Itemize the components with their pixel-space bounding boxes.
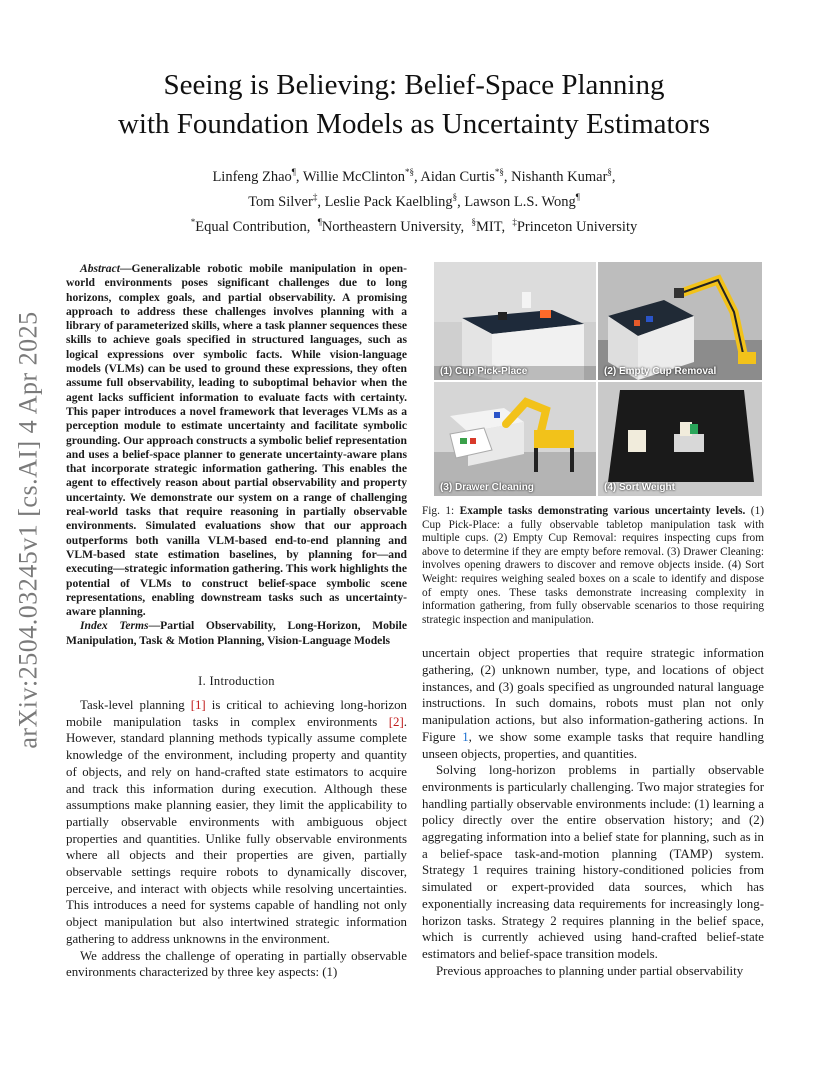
author-mark: ¶ xyxy=(291,167,296,177)
left-column xyxy=(66,262,407,981)
caption-text: (1) Cup Pick-Place: a fully observable tabletop manipulation task with multiple cups. (2) Empty Cup Removal: requires inspecting cups from above to determine if they are empty before removal. (3) Drawer Cleaning: involves opening drawers to discover and remove objects inside. (4) Sort Weight: requires weighing sealed boxes on a scale to identify and dispose of empty ones. These tasks demonstrate increasing complexity in information gathering, from fully observable scenarios to those requiring strategic inspection and manipulation. xyxy=(422,505,764,626)
right-column xyxy=(422,262,764,979)
citation-link[interactable]: [1] xyxy=(190,698,206,713)
text-run: uncertain object properties that require strategic information gathering, (2) unknown number, type, and locations of object instances, and (3) goals specified as ungrounded natural language instructions. In such domains, robots must plan not only manipulation actions, but also information-gathering actions. In Figure xyxy=(422,646,764,744)
section-heading: I. Introduction xyxy=(198,674,275,689)
figure-panel-cup-pick-place xyxy=(434,262,596,380)
affiliation: Princeton University xyxy=(516,218,638,235)
paper-title xyxy=(60,66,768,144)
paragraph: Previous approaches to planning under partial observability xyxy=(436,963,744,978)
caption-title: Example tasks demonstrating various uncertainty levels. xyxy=(459,505,746,517)
author-mark: *§ xyxy=(494,167,504,177)
text-run: is critical to achieving long-horizon mobile manipulation tasks in complex environments xyxy=(66,698,407,729)
author-mark: ¶ xyxy=(575,191,580,202)
author-mark: § xyxy=(452,191,458,202)
abstract-lead: Abstract xyxy=(80,262,120,275)
figure-panel-drawer-cleaning xyxy=(434,382,596,496)
author-name: Linfeng Zhao xyxy=(212,168,292,185)
index-terms-text: —Partial Observability, Long-Horizon, Mobile Manipulation, Task & Motion Planning, Vision-Language Models xyxy=(66,619,407,647)
text-run: . However, standard planning methods typically assume complete knowledge of the environment, including property and quantity of objects, and rely on hand-crafted state estimators to acquire and track this information during execution. Although these assumptions make planning easier, they limit the applicability to partially observable environments with ambiguous object properties and quantities. Unlike fully observable environments where all objects and their properties are given, partially observable settings require robots to dynamically discover, perceive, and interact with objects while resolving uncertainties. This introduces a need for systems capable of handling not only object manipulation but also intertwined strategic information gathering to address unknowns in the environment. xyxy=(66,714,407,946)
figure-panel-sort-weight xyxy=(598,382,762,496)
affiliation-mark: § xyxy=(471,216,476,227)
author-name: Tom Silver xyxy=(248,193,313,210)
affiliation-mark: ¶ xyxy=(317,216,322,227)
author-line-1 xyxy=(100,162,728,187)
affiliation-mark: ‡ xyxy=(512,216,517,227)
paragraph xyxy=(422,645,764,762)
author-name: , Nishanth Kumar xyxy=(503,168,608,185)
author-name: , Leslie Pack Kaelbling xyxy=(317,193,453,210)
author-name: , Willie McClinton xyxy=(295,168,405,185)
empty-cup-removal-image xyxy=(598,262,762,380)
paragraph: We address the challenge of operating in partially observable environments characterized by three key aspects: (1) xyxy=(66,948,407,980)
panel-label: (3) Drawer Cleaning xyxy=(440,482,534,493)
text-run: , we show some example tasks that require handling unseen objects, properties, and quantities. xyxy=(422,729,764,761)
abstract xyxy=(66,262,407,619)
arxiv-stamp xyxy=(2,300,56,760)
author-mark: ‡ xyxy=(312,191,318,202)
author-block xyxy=(100,162,728,236)
affiliation: Equal Contribution, xyxy=(195,218,311,235)
author-name: , Lawson L.S. Wong xyxy=(457,193,576,210)
affiliation-mark: * xyxy=(190,216,196,227)
title-line-2: with Foundation Models as Uncertainty Estimators xyxy=(117,108,710,140)
index-terms-lead: Index Terms xyxy=(80,619,149,633)
text-run: Task-level planning xyxy=(80,698,191,713)
caption-lead: Fig. 1: xyxy=(422,505,460,517)
author-line-2 xyxy=(100,187,728,212)
figure-panel-empty-cup-removal xyxy=(598,262,762,380)
affiliations xyxy=(100,212,728,237)
panel-label: (1) Cup Pick-Place xyxy=(440,366,528,377)
abstract-text: —Generalizable robotic mobile manipulation in open-world environments poses significant challenges due to long horizons, complex goals, and partial observability. A promising approach to address these challenges involves planning with a library of parameterized skills, where a task planner sequences these skills to achieve goals specified in structured languages, such as logical expressions over symbolic facts. While vision-language models (VLMs) can be used to ground these expressions, they often assume full observability, leading to suboptimal behavior when the agent lacks sufficient information to evaluate facts with certainty. This paper introduces a novel framework that leverages VLMs as a perception module to estimate uncertainty and facilitate symbolic grounding. Our approach constructs a symbolic belief representation and uses a belief-space planner to generate uncertainty-aware plans that incorporate strategic information gathering. This enables the agent to effectively reason about partial observability and property uncertainty. We demonstrate our system on a range of challenging real-world tasks that require reasoning in partially observable environments. Simulated evaluations show that our approach outperforms both vanilla VLM-based end-to-end planning and VLM-based state estimation baselines, by planning for—and executing—strategic information gathering. This work highlights the potential of VLMs to construct belief-space symbolic scene representations, enabling downstream tasks such as uncertainty-aware planning. xyxy=(66,262,407,619)
author-mark: *§ xyxy=(404,167,414,177)
affiliation: Northeastern University, xyxy=(321,218,465,235)
figure-1 xyxy=(434,262,762,496)
right-body xyxy=(422,645,764,979)
paragraph: Solving long-horizon problems in partially observable environments is particularly challenging. Two major strategies for handling partially observable environments include: (1) learning a policy directly over the entire observation history; and (2) aggregating information into a belief state for planning, such as in a belief-space task-and-motion planning (TAMP) system. Strategy 1 requires training history-conditioned policies from simulated or expert-provided data sources, which has exponentially increasing data requirements for increasingly long-horizon tasks. Strategy 2 requires planning in the belief space, which is currently achieved using hand-crafted belief-state estimators and belief-space transition models. xyxy=(422,763,764,961)
arxiv-identifier: arXiv:2504.03245v1 [cs.AI] 4 Apr 2025 xyxy=(14,311,43,749)
panel-label: (4) Sort Weight xyxy=(604,482,675,493)
citation-link[interactable]: [2] xyxy=(388,714,404,729)
index-terms xyxy=(66,619,407,648)
author-separator: , xyxy=(611,168,616,185)
sort-weight-image xyxy=(598,382,762,496)
figure-caption xyxy=(422,505,764,627)
title-line-1: Seeing is Believing: Belief-Space Planning xyxy=(163,69,665,101)
author-mark: § xyxy=(607,167,612,177)
affiliation: MIT, xyxy=(475,218,506,235)
panel-label: (2) Empty Cup Removal xyxy=(604,366,717,377)
drawer-cleaning-image xyxy=(434,382,596,496)
cup-pick-place-image xyxy=(434,262,596,380)
author-name: , Aidan Curtis xyxy=(413,168,495,185)
paragraph xyxy=(66,697,407,948)
figure-reference-link[interactable]: 1 xyxy=(462,729,469,744)
